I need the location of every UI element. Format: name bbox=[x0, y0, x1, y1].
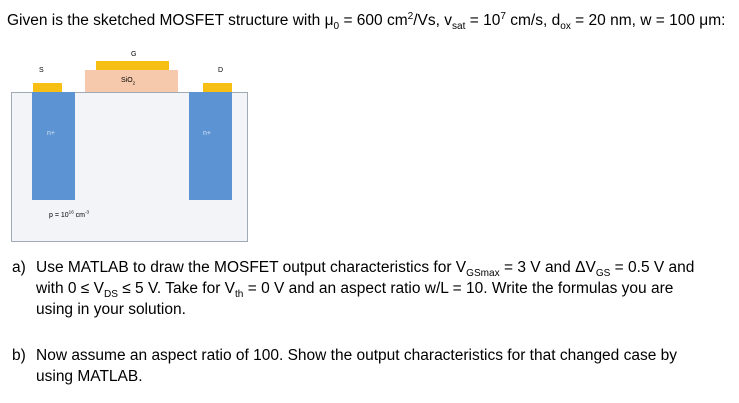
mu-subscript: 0 bbox=[333, 21, 340, 33]
qa-l1-mid: = 3 V and ΔV bbox=[499, 259, 596, 276]
drain-contact bbox=[203, 83, 232, 92]
gate-label: G bbox=[131, 51, 137, 58]
substrate-doping-unit: cm bbox=[73, 212, 86, 219]
intro-lead: Given is the sketched MOSFET structure with bbox=[7, 12, 321, 29]
qa-l1-sub1: GSmax bbox=[466, 268, 500, 280]
mu-value: = 600 cm bbox=[339, 12, 408, 29]
nplus-left-label: n+ bbox=[47, 130, 55, 137]
substrate-doping-main: p = 10 bbox=[49, 212, 69, 219]
oxide-label-main: SiO bbox=[121, 77, 133, 84]
question-b-label: b) bbox=[12, 347, 26, 364]
question-a-line-1 bbox=[36, 257, 694, 278]
question-b-line-2: using MATLAB. bbox=[36, 368, 143, 385]
vsat-subscript: sat bbox=[452, 21, 466, 33]
nplus-right-label: n+ bbox=[203, 130, 211, 137]
qa-l2-mid: ≤ 5 V. Take for V bbox=[117, 280, 236, 297]
source-contact bbox=[33, 83, 62, 92]
question-a-label: a) bbox=[12, 259, 26, 276]
qa-l1-pre: Use MATLAB to draw the MOSFET output characteristics for V bbox=[36, 259, 467, 276]
mu-exponent: 2 bbox=[407, 10, 414, 22]
qa-l1-sub2: GS bbox=[595, 268, 611, 280]
substrate-doping-label bbox=[49, 209, 90, 220]
drain-label: D bbox=[218, 67, 224, 74]
qa-l2-post: = 0 V and an aspect ratio w/L = 10. Write the formulas you are bbox=[243, 280, 674, 297]
dox-value: = 20 nm, w = 100 μm: bbox=[570, 12, 726, 29]
drain-nplus-region bbox=[189, 92, 232, 200]
qa-l2-sub2: th bbox=[235, 289, 244, 301]
qa-l1-post: = 0.5 V and bbox=[610, 259, 695, 276]
question-a-line-3: using in your solution. bbox=[36, 301, 186, 318]
question-a-line-2 bbox=[36, 278, 694, 299]
vsat-exponent: 7 bbox=[500, 10, 506, 22]
question-b-line-1: Now assume an aspect ratio of 100. Show the output characteristics for that changed case by bbox=[36, 347, 678, 364]
qa-l2-sub1: DS bbox=[103, 289, 118, 301]
source-label: S bbox=[39, 67, 44, 74]
vsat-value: = 10 bbox=[465, 12, 501, 29]
vsat-unit: cm/s, d bbox=[505, 12, 561, 29]
qa-l2-pre: with 0 ≤ V bbox=[36, 280, 104, 297]
dox-subscript: ox bbox=[560, 21, 571, 33]
substrate-unit-exp: -3 bbox=[85, 209, 90, 215]
substrate-doping-exp: 16 bbox=[68, 209, 74, 215]
mu-symbol: μ bbox=[324, 12, 334, 29]
source-nplus-region bbox=[32, 92, 75, 200]
question-b bbox=[12, 345, 678, 387]
oxide-label-sub: 2 bbox=[132, 80, 136, 86]
oxide-label bbox=[121, 77, 135, 85]
mu-unit: /Vs, v bbox=[413, 12, 453, 29]
question-a bbox=[12, 257, 695, 320]
gate-metal bbox=[96, 61, 169, 70]
